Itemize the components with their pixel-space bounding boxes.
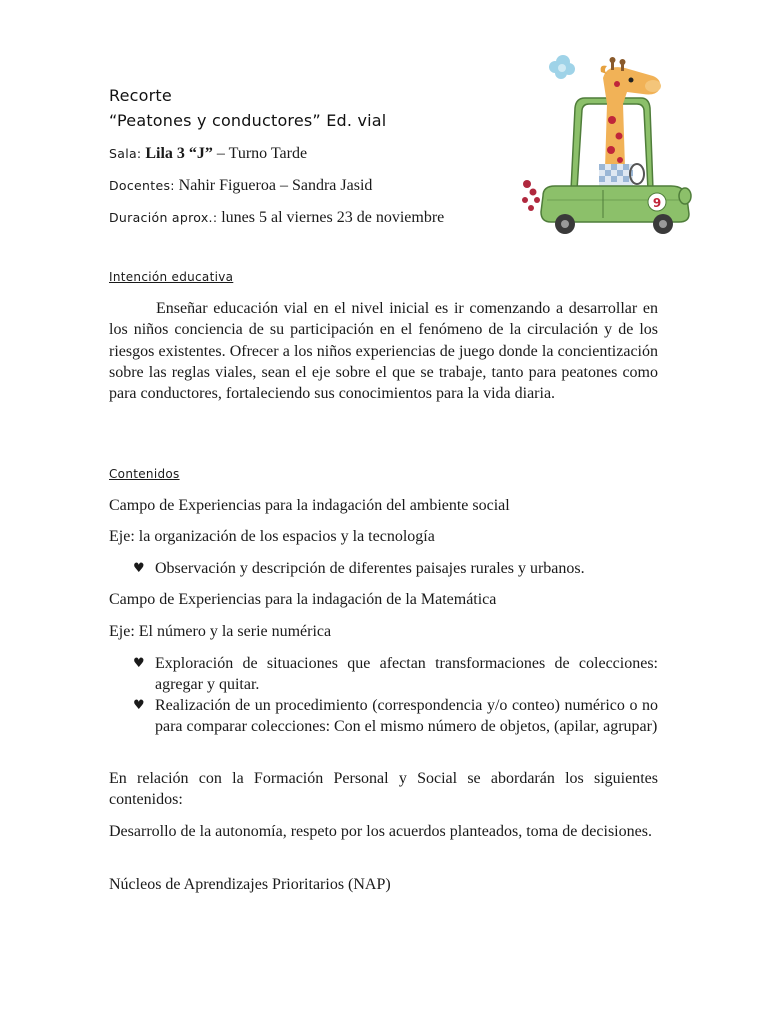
nap-line: Núcleos de Aprendizajes Prioritarios (NAP) — [109, 876, 391, 893]
bullet-exploracion — [133, 653, 658, 695]
duracion-label: Duración aprox.: — [109, 210, 218, 225]
duracion-line — [109, 209, 444, 227]
eje-numero-serie: Eje: El número y la serie numérica — [109, 623, 332, 640]
campo-ambiente-social: Campo de Experiencias para la indagación del ambiente social — [109, 497, 510, 514]
formacion-personal-paragraph: En relación con la Formación Personal y Social se abordarán los siguientes contenidos: — [109, 770, 658, 808]
car-number: 9 — [652, 196, 662, 210]
bullet-observacion-text: Observación y descripción de diferentes paisajes rurales y urbanos. — [155, 560, 585, 577]
docentes-label: Docentes: — [109, 178, 175, 193]
intencion-label: Intención educativa — [109, 270, 234, 284]
bullet-realizacion — [133, 695, 658, 737]
sala-suffix: – Turno Tarde — [212, 145, 308, 162]
sala-label: Sala: — [109, 146, 142, 161]
eje-espacios-tecnologia: Eje: la organización de los espacios y la tecnología — [109, 528, 435, 545]
bullet-realizacion-text: Realización de un procedimiento (correspondencia y/o conteo) numérico o no para comparar colecciones: Con el mismo número de objetos, (apilar, agrupar) — [155, 697, 658, 735]
giraffe-car-illustration — [503, 50, 693, 240]
heart-bullet-icon: ♥ — [133, 656, 145, 671]
contenidos-label: Contenidos — [109, 467, 180, 481]
flowers-icon — [522, 180, 540, 211]
intencion-paragraph: Enseñar educación vial en el nivel inicial es ir comenzando a desarrollar en los niños conciencia de su participación en el fenómeno de la circulación y de los riesgos existentes. Ofrecer a los niños experiencias de juego donde la concientización sobre las reglas viales, sean el eje sobre el que se trabaje, tanto para peatones como para conductores, fortaleciendo sus conocimientos para la vida diaria. — [109, 300, 658, 403]
sala-line — [109, 145, 307, 163]
desarrollo-autonomia-paragraph: Desarrollo de la autonomía, respeto por los acuerdos planteados, toma de decisiones. — [109, 823, 652, 840]
title-line-1: Recorte — [109, 86, 172, 105]
bullet-exploracion-text: Exploración de situaciones que afectan transformaciones de colecciones: agregar y quitar. — [155, 655, 658, 693]
sala-value: Lila 3 “J” — [145, 145, 213, 162]
duracion-value: lunes 5 al viernes 23 de noviembre — [221, 209, 445, 226]
docentes-value: Nahir Figueroa – Sandra Jasid — [178, 177, 373, 194]
cloud-icon — [549, 55, 575, 79]
title-line-2: “Peatones y conductores” Ed. vial — [109, 111, 387, 130]
heart-bullet-icon: ♥ — [133, 561, 145, 576]
bullet-observacion — [133, 558, 658, 579]
docentes-line — [109, 177, 372, 195]
campo-matematica: Campo de Experiencias para la indagación de la Matemática — [109, 591, 497, 608]
heart-bullet-icon: ♥ — [133, 698, 145, 713]
